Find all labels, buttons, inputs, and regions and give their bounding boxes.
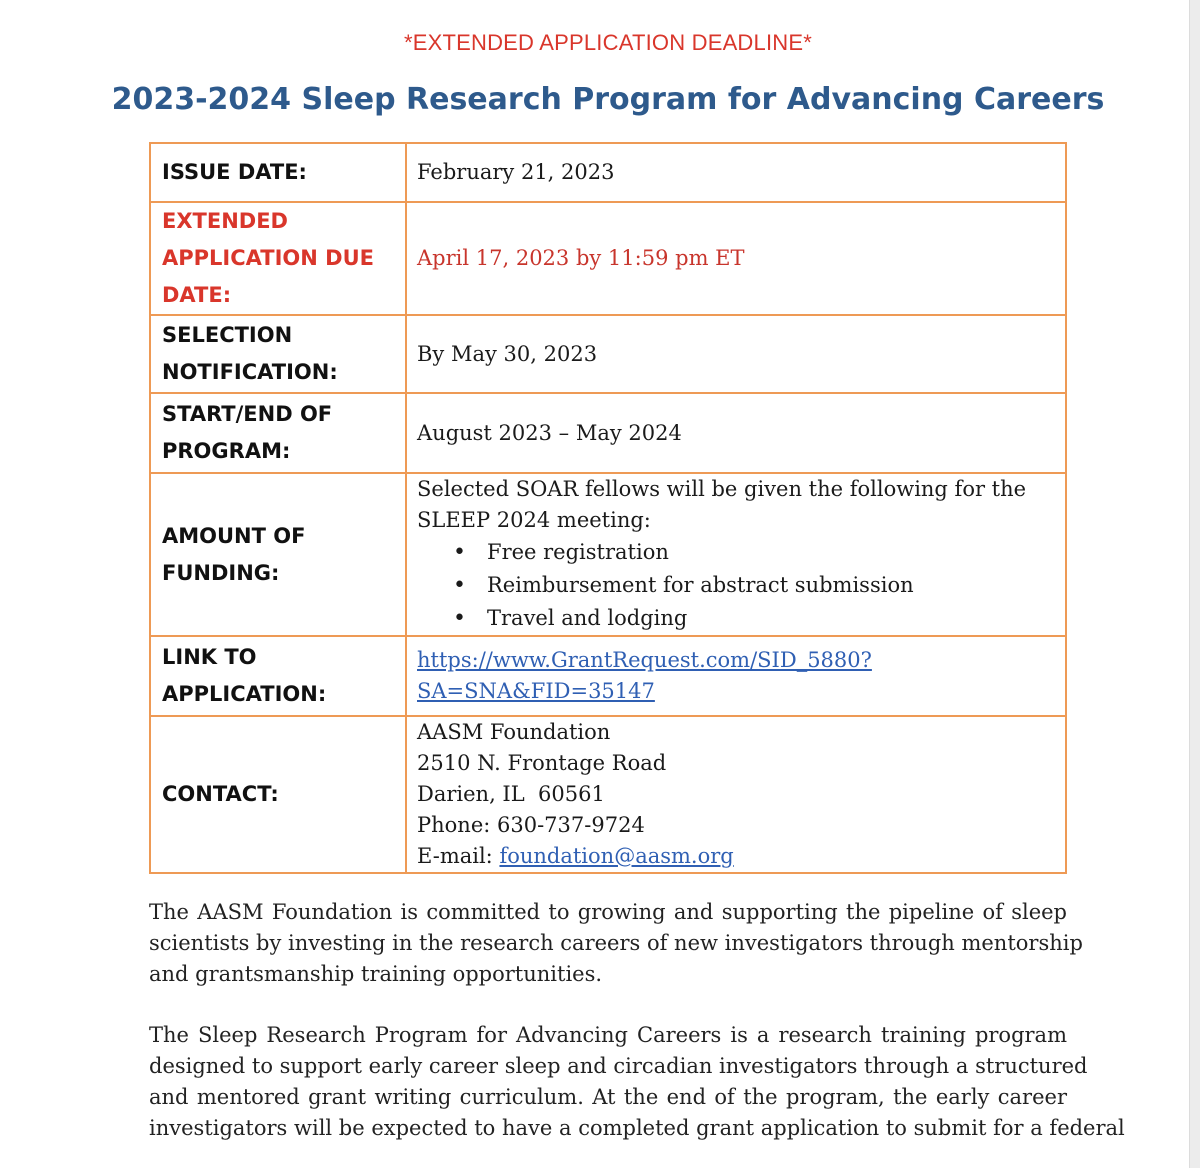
funding-bullet-item: • Reimbursement for abstract submission: [487, 569, 1065, 602]
start-end-label-line: PROGRAM:: [162, 439, 291, 463]
funding-intro-line: Selected SOAR fellows will be given the following for the: [417, 477, 1027, 501]
extended-deadline-banner: *EXTENDED APPLICATION DEADLINE*: [403, 30, 812, 55]
paragraph-line: designed to support early career sleep and circadian investigators through a structured: [149, 1054, 1088, 1078]
application-link[interactable]: https://www.GrantRequest.com/SID_5880?SA=SNA&FID=35147: [417, 648, 872, 703]
issue-date-row: [150, 143, 1066, 202]
selection-row: [150, 315, 1066, 393]
link-label-line: APPLICATION:: [162, 682, 327, 706]
selection-label-line: SELECTION: [162, 323, 293, 347]
paragraph-line: and mentored grant writing curriculum. At the end of the program, the early career: [149, 1085, 1067, 1109]
paragraph-line: and grantsmanship training opportunities.: [149, 962, 603, 986]
due-date-label-line: APPLICATION DUE: [162, 246, 374, 270]
contact-label: CONTACT:: [150, 716, 406, 873]
funding-bullet-item: • Free registration: [487, 536, 1065, 569]
paragraph-line: The Sleep Research Program for Advancing Careers is a research training program: [149, 1023, 1067, 1047]
link-value: [406, 636, 1066, 716]
selection-value: By May 30, 2023: [406, 315, 1066, 393]
funding-label: [150, 473, 406, 636]
selection-label: [150, 315, 406, 393]
selection-label-line: NOTIFICATION:: [162, 360, 338, 384]
issue-date-value: February 21, 2023: [406, 143, 1066, 202]
contact-row: [150, 716, 1066, 873]
funding-row: [150, 473, 1066, 636]
due-date-value: April 17, 2023 by 11:59 pm ET: [406, 202, 1066, 315]
start-end-value: August 2023 – May 2024: [406, 393, 1066, 473]
due-date-label-line: EXTENDED: [162, 209, 288, 233]
funding-value: [406, 473, 1066, 636]
due-date-row: [150, 202, 1066, 315]
start-end-label-line: START/END OF: [162, 402, 333, 426]
contact-email-link[interactable]: foundation@aasm.org: [499, 844, 734, 868]
funding-intro-line: SLEEP 2024 meeting:: [417, 508, 651, 532]
program-info-table: [149, 142, 1067, 874]
due-date-label-line: DATE:: [162, 283, 232, 307]
funding-label-line: AMOUNT OF: [162, 523, 306, 548]
start-end-label: [150, 393, 406, 473]
paragraph-foundation-mission: [149, 897, 1083, 990]
contact-email-line: [417, 841, 1065, 872]
issue-date-label: ISSUE DATE:: [150, 143, 406, 202]
link-label: [150, 636, 406, 716]
paragraph-line: investigators will be expected to have a completed grant application to submit for a federal: [149, 1116, 1125, 1140]
document-title: 2023-2024 Sleep Research Program for Advancing Careers: [111, 82, 1105, 117]
paragraph-line: The AASM Foundation is committed to growing and supporting the pipeline of sleep: [149, 900, 1067, 924]
contact-city: Darien, IL 60561: [417, 782, 605, 806]
viewer-scroll-edge[interactable]: [1189, 0, 1200, 1168]
contact-phone: Phone: 630-737-9724: [417, 813, 645, 837]
contact-street: 2510 N. Frontage Road: [417, 751, 667, 775]
link-row: [150, 636, 1066, 716]
due-date-label: [150, 202, 406, 315]
paragraph-program-description: [149, 1020, 1125, 1144]
link-label-line: LINK TO: [162, 645, 257, 669]
contact-email-prefix: E-mail:: [417, 844, 500, 868]
contact-value: [406, 716, 1066, 873]
funding-bullet-list: [417, 536, 1065, 635]
funding-label-line: FUNDING:: [162, 560, 280, 585]
contact-org: AASM Foundation: [417, 720, 611, 744]
funding-bullet-item: • Travel and lodging: [487, 602, 1065, 635]
paragraph-line: scientists by investing in the research careers of new investigators through mentorship: [149, 931, 1083, 955]
start-end-row: [150, 393, 1066, 473]
